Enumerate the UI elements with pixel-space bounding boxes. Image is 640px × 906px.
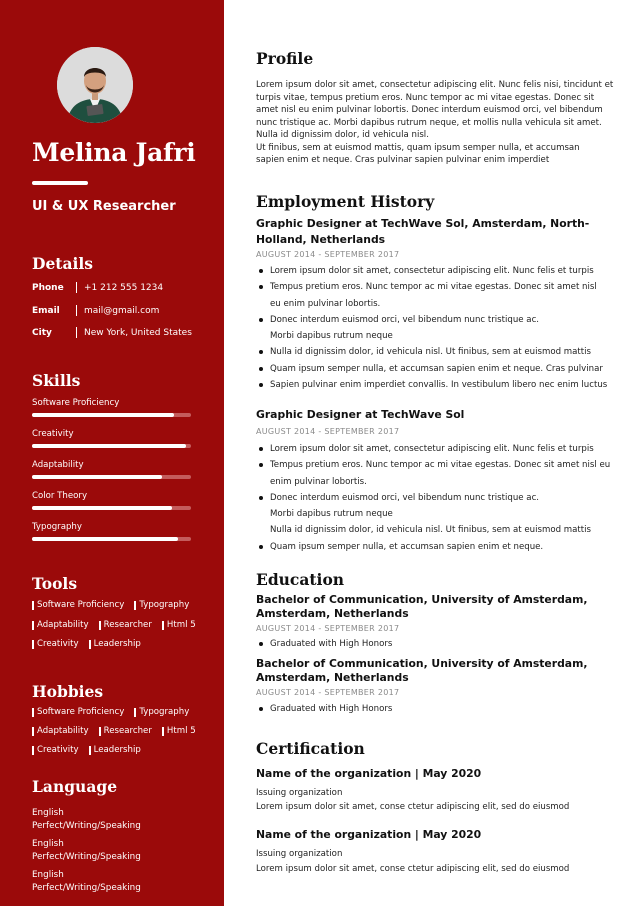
tag-item [99,620,152,630]
job-bullet: enim pulvinar lobortis. [270,476,367,487]
tag-marker [32,621,34,630]
tools-heading: Tools [32,574,78,593]
profile-line: Nulla id dignissim dolor, id vehicula nisl. [256,130,429,140]
language-name: English [32,870,64,880]
job-bullet: Sapien pulvinar enim imperdiet convallis. In vestibulum libero nec enim luctus [256,377,628,393]
skill-label: Color Theory [32,491,88,501]
candidate-role: UI & UX Researcher [32,199,176,214]
language-level: Perfect/Writing/Speaking [32,882,141,893]
language-heading: Language [32,777,118,796]
education-date: AUGUST 2014 - SEPTEMBER 2017 [256,688,400,697]
tag-marker [32,746,34,755]
tag-label: Creativity [37,639,79,649]
job-bullet: Donec interdum euismod orci, vel bibendum nunc tristique ac. [256,312,628,328]
skill-item [32,460,191,479]
tag-marker [32,708,34,717]
tag-item [32,600,124,610]
tag-row [32,726,206,736]
tag-item [134,707,189,717]
language-item [32,807,141,832]
education-note [256,701,628,717]
tag-row [32,639,151,649]
profile-line: Lorem ipsum dolor sit amet, consectetur adipiscing elit. Nunc felis nisi, tincidunt et [256,80,614,90]
detail-value: mail@gmail.com [84,305,160,316]
education-title: Bachelor of Communication, University of Amsterdam, Amsterdam, Netherlands [256,657,588,684]
profile-line: Ut finibus, sem at euismod mattis, quam ipsum semper nulla, et accumsan [256,142,580,153]
skill-item [32,398,191,417]
job-date: AUGUST 2014 - SEPTEMBER 2017 [256,427,400,436]
job-bullet: Morbi dapibus rutrum neque [270,509,393,520]
skill-bar-track [32,413,191,417]
skill-bar-fill [32,444,186,448]
tag-item [89,745,141,755]
detail-key: Email [32,305,60,316]
tag-label: Researcher [103,620,152,630]
tag-label: Creativity [37,745,79,755]
name-divider [32,181,88,185]
tag-marker [162,727,164,736]
tag-row [32,620,206,630]
tag-label: Adaptability [37,620,89,630]
skill-item [32,522,191,541]
language-level: Perfect/Writing/Speaking [32,851,141,862]
tag-item [162,726,196,736]
skill-label: Software Proficiency [32,398,120,408]
skill-bar-fill [32,506,172,510]
tag-label: Leadership [93,745,141,755]
certification-issuer: Issuing organization [256,788,343,798]
certification-heading: Certification [256,739,365,758]
skill-bar-track [32,444,191,448]
education-note-item: Graduated with High Honors [256,636,628,652]
certification-title: Name of the organization | May 2020 [256,828,482,841]
tag-marker [89,640,91,649]
detail-value: New York, United States [84,327,192,338]
tag-marker [99,727,101,736]
tag-marker [162,621,164,630]
detail-separator [76,327,77,338]
tag-label: Researcher [103,726,152,736]
tag-row [32,745,151,755]
tag-marker [134,708,136,717]
tag-marker [32,601,34,610]
skill-bar-track [32,475,191,479]
profile-line: amet nisl eu enim pulvinar lobortis. Donec interdum euismod orci, vel bibendum [256,105,603,115]
job-bullet: eu enim pulvinar lobortis. [270,298,381,309]
detail-separator [76,305,77,316]
skill-bar-track [32,537,191,541]
job-title: Graphic Designer at TechWave Sol, Amsterdam, North-Holland, Netherlands [256,217,590,246]
language-item [32,869,141,894]
tag-item [32,745,79,755]
skill-item [32,429,191,448]
detail-key: City [32,327,52,338]
detail-value: +1 212 555 1234 [84,282,164,293]
detail-row-email [32,305,159,316]
job-bullet: Donec interdum euismod orci, vel bibendum nunc tristique ac. [256,490,628,506]
tag-label: Html 5 [166,726,196,736]
tag-marker [32,727,34,736]
job-bullet: Quam ipsum semper nulla, et accumsan sapien enim et neque. [256,539,628,555]
tag-marker [99,621,101,630]
language-name: English [32,808,64,818]
details-heading: Details [32,254,94,273]
tag-label: Html 5 [166,620,196,630]
profile-line: sapien enim et neque. Cras pulvinar sapien pulvinar enim imperdiet [256,155,550,165]
job-bullet: Lorem ipsum dolor sit amet, consectetur adipiscing elit. Nunc felis et turpis [256,263,628,279]
education-date: AUGUST 2014 - SEPTEMBER 2017 [256,624,400,633]
person-photo-icon [57,47,133,123]
skill-bar-fill [32,537,178,541]
job-bullet: Morbi dapibus rutrum neque [270,331,393,342]
profile-heading: Profile [256,49,314,68]
skill-bar-track [32,506,191,510]
tag-item [32,707,124,717]
job-bullets [256,441,628,555]
tag-row [32,600,199,610]
tag-item [134,600,189,610]
skill-label: Creativity [32,429,74,439]
certification-text: Lorem ipsum dolor sit amet, conse ctetur adipiscing elit, sed do eiusmod [256,802,570,812]
certification-issuer: Issuing organization [256,849,343,859]
job-bullet: Quam ipsum semper nulla, et accumsan sapien enim et neque. Cras pulvinar [256,361,628,377]
tag-label: Typography [139,707,190,717]
profile-line: turpis vitae, tempus pretium eros. Nunc tempor ac mi vitae egestas. Donec sit [256,92,595,103]
skill-item [32,491,191,510]
job-title: Graphic Designer at TechWave Sol [256,408,465,421]
tag-label: Leadership [93,639,141,649]
job-bullet: Lorem ipsum dolor sit amet, consectetur adipiscing elit. Nunc felis et turpis [256,441,628,457]
education-title: Bachelor of Communication, University of Amsterdam, Amsterdam, Netherlands [256,593,588,620]
tag-row [32,707,199,717]
tag-label: Adaptability [37,726,89,736]
job-bullet: Nulla id dignissim dolor, id vehicula nisl. Ut finibus, sem at euismod mattis [270,525,592,536]
tag-item [99,726,152,736]
skills-heading: Skills [32,371,81,390]
tag-label: Typography [139,600,190,610]
tag-label: Software Proficiency [37,600,125,610]
skill-label: Typography [32,522,82,532]
skill-bar-fill [32,475,162,479]
education-heading: Education [256,570,345,589]
job-bullet: Tempus pretium eros. Nunc tempor ac mi vitae egestas. Donec sit amet nisl eu [256,457,628,473]
profile-line: nunc tristique ac. Morbi dapibus rutrum neque, et mollis nulla vehicula sit amet. [256,117,602,128]
language-name: English [32,839,64,849]
tag-item [32,639,79,649]
tag-marker [134,601,136,610]
job-bullet: Tempus pretium eros. Nunc tempor ac mi vitae egestas. Donec sit amet nisl [256,279,628,295]
tag-item [162,620,196,630]
avatar [57,47,133,123]
skill-bar-fill [32,413,174,417]
detail-separator [76,282,77,293]
language-item [32,838,141,863]
job-date: AUGUST 2014 - SEPTEMBER 2017 [256,250,400,259]
sidebar [0,0,224,906]
hobbies-heading: Hobbies [32,682,104,701]
job-bullet: Nulla id dignissim dolor, id vehicula nisl. Ut finibus, sem at euismod mattis [256,344,628,360]
education-note [256,636,628,652]
profile-text [256,79,616,167]
certification-text: Lorem ipsum dolor sit amet, conse ctetur adipiscing elit, sed do eiusmod [256,864,570,874]
job-bullets [256,263,628,393]
candidate-name: Melina Jafri [32,138,196,167]
language-level: Perfect/Writing/Speaking [32,820,141,831]
tag-item [32,620,89,630]
tag-marker [89,746,91,755]
tag-item [89,639,141,649]
detail-row-city [32,327,192,338]
skill-label: Adaptability [32,460,84,470]
tag-marker [32,640,34,649]
certification-title: Name of the organization | May 2020 [256,767,482,780]
tag-label: Software Proficiency [37,707,125,717]
tag-item [32,726,89,736]
detail-key: Phone [32,282,64,293]
education-note-item: Graduated with High Honors [256,701,628,717]
employment-heading: Employment History [256,192,435,211]
detail-row-phone [32,282,163,293]
